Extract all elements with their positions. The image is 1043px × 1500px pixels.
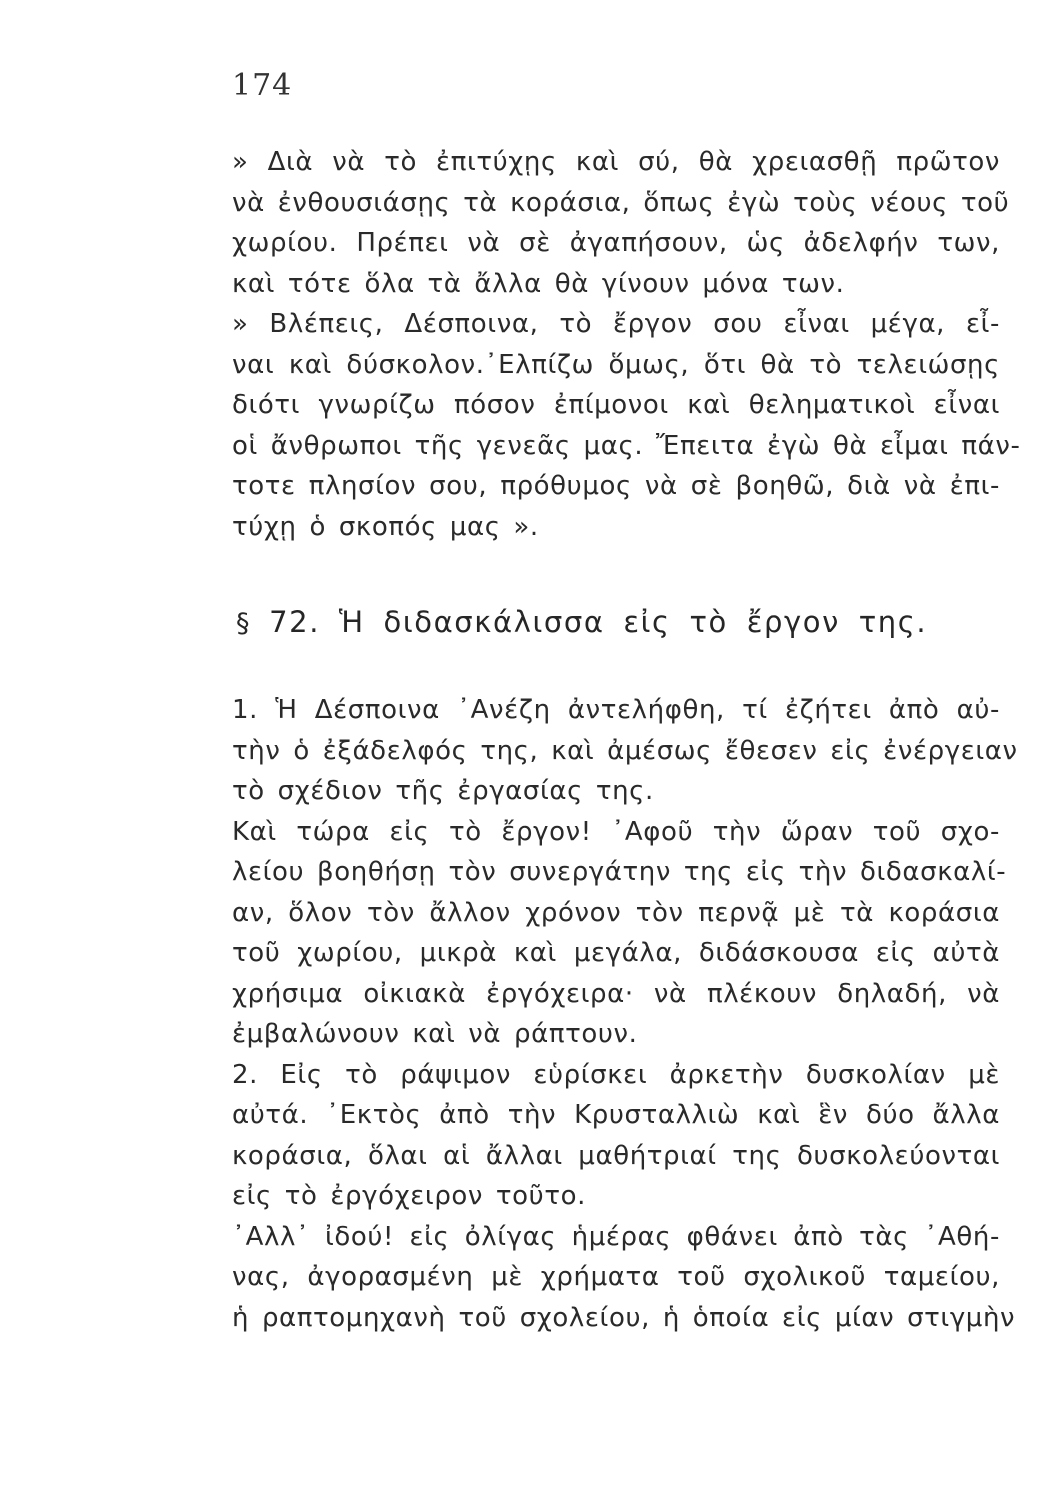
text-block-section-72 xyxy=(232,690,1018,1338)
text-line: τοῦ χωρίου, μικρὰ καὶ μεγάλα, διδάσκουσα εἰς αὐτὰ xyxy=(232,938,1000,968)
text-line: ναι καὶ δύσκολον.᾽Ελπίζω ὅμως, ὅτι θὰ τὸ τελειώσῃς xyxy=(232,349,1000,380)
text-line: τύχῃ ὁ σκοπός μας ». xyxy=(232,511,539,542)
text-line: τὴν ὁ ἐξάδελφός της, καὶ ἀμέσως ἔθεσεν εἰς ἐνέργειαν xyxy=(232,735,1018,766)
section-title: 72. Ἡ διδασκάλισσα εἰς τὸ ἔργον της. xyxy=(269,605,928,639)
text-line: τὸ σχέδιον τῆς ἐργασίας της. xyxy=(232,776,654,806)
text-line: χωρίου. Πρέπει νὰ σὲ ἀγαπήσουν, ὡς ἀδελφήν των, xyxy=(232,228,1000,258)
text-line: νας, ἀγορασμένη μὲ χρήματα τοῦ σχολικοῦ ταμείου, xyxy=(232,1262,1000,1292)
text-line: ἡ ραπτομηχανὴ τοῦ σχολείου, ἡ ὁποία εἰς μίαν στιγμὴν xyxy=(232,1302,1016,1333)
text-line: διότι γνωρίζω πόσον ἐπίμονοι καὶ θεληματικοὶ εἶναι xyxy=(232,390,1000,420)
text-line: αν, ὅλον τὸν ἄλλον χρόνον τὸν περνᾷ μὲ τὰ κοράσια xyxy=(232,897,1000,928)
page-number: 174 xyxy=(232,68,293,103)
text-line: οἱ ἄνθρωποι τῆς γενεᾶς μας. Ἔπειτα ἐγὼ θὰ εἶμαι πάν- xyxy=(232,430,1021,461)
text-line: τοτε πλησίον σου, πρόθυμος νὰ σὲ βοηθῶ, διὰ νὰ ἐπι- xyxy=(232,471,1000,501)
text-line: ᾽Αλλ᾽ ἰδού! εἰς ὀλίγας ἡμέρας φθάνει ἀπὸ τὰς ᾽Αθή- xyxy=(232,1221,1000,1252)
section-heading xyxy=(236,605,976,639)
text-line: νὰ ἐνθουσιάσῃς τὰ κοράσια, ὅπως ἐγὼ τοὺς νέους τοῦ xyxy=(232,187,1010,218)
text-line: κοράσια, ὅλαι αἱ ἄλλαι μαθήτριαί της δυσκολεύονται xyxy=(232,1140,1000,1171)
text-line: χρήσιμα οἰκιακὰ ἐργόχειρα· νὰ πλέκουν δηλαδή, νὰ xyxy=(232,978,1000,1009)
text-line: αὐτά. ᾽Εκτὸς ἀπὸ τὴν Κρυσταλλιὼ καὶ ἓν δύο ἄλλα xyxy=(232,1100,1000,1130)
text-line: » Διὰ νὰ τὸ ἐπιτύχῃς καὶ σύ, θὰ χρειασθῇ πρῶτον xyxy=(232,147,1000,177)
text-line: Καὶ τώρα εἰς τὸ ἔργον! ᾽Αφοῦ τὴν ὥραν τοῦ σχο- xyxy=(232,816,1000,847)
text-line: καὶ τότε ὅλα τὰ ἄλλα θὰ γίνουν μόνα των. xyxy=(232,268,845,299)
text-line: ἐμβαλώνουν καὶ νὰ ράπτουν. xyxy=(232,1019,638,1049)
section-symbol: § xyxy=(236,608,252,639)
text-line: εἰς τὸ ἐργόχειρον τοῦτο. xyxy=(232,1181,586,1211)
text-line: » Βλέπεις, Δέσποινα, τὸ ἔργον σου εἶναι μέγα, εἶ- xyxy=(232,309,1000,339)
text-block-intro xyxy=(232,142,1021,547)
text-line: 1. Ἡ Δέσποινα ᾽Ανέζη ἀντελήφθη, τί ἐζήτει ἀπὸ αὐ- xyxy=(232,695,1000,725)
text-line: λείου βοηθήσῃ τὸν συνεργάτην της εἰς τὴν διδασκαλί- xyxy=(232,857,1007,887)
text-line: 2. Εἰς τὸ ράψιμον εὑρίσκει ἀρκετὴν δυσκολίαν μὲ xyxy=(232,1059,1000,1090)
